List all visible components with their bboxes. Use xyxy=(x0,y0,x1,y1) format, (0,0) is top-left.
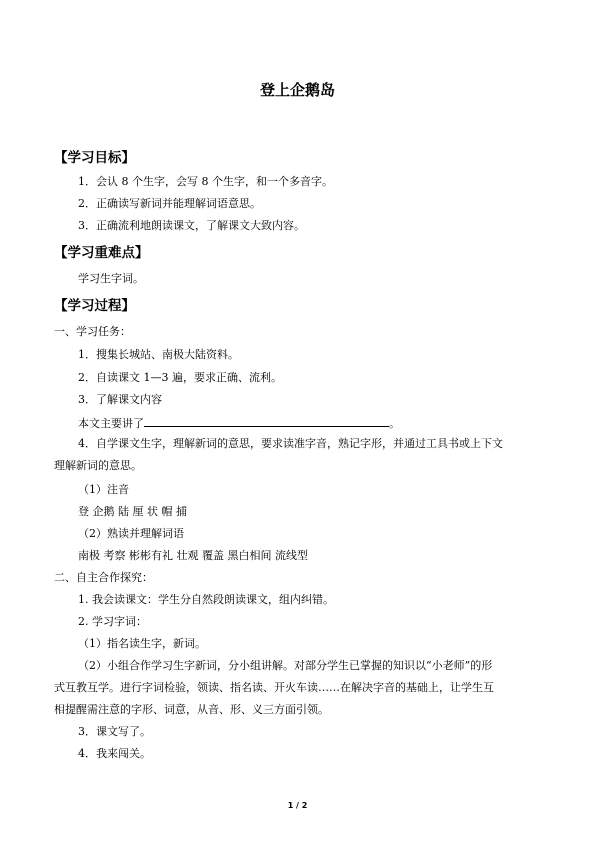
summary-line xyxy=(78,415,400,430)
coop-item-4: 4．我来闯关。 xyxy=(78,747,151,760)
key-points-text: 学习生字词。 xyxy=(78,272,144,285)
coop-item-2-sub-2-line-1: （2）小组合作学习生字新词，分小组讲解。对部分学生已掌握的知识以“小老师”的形 xyxy=(78,659,493,672)
process-heading: 【学习过程】 xyxy=(54,298,135,314)
pinyin-label: （1）注音 xyxy=(78,483,129,496)
objective-item-3: 3．正确流利地朗读课文，了解课文大致内容。 xyxy=(78,219,305,232)
task-item-4-line-1: 4．自学课文生字，理解新词的意思，要求读准字音，熟记字形，并通过工具书或上下文 xyxy=(78,437,503,450)
task-header: 一、学习任务： xyxy=(54,325,131,338)
vocab-label: （2）熟读并理解词语 xyxy=(78,527,184,540)
task-item-3: 3．了解课文内容 xyxy=(78,393,162,406)
objectives-heading: 【学习目标】 xyxy=(54,150,135,166)
pinyin-characters: 登 企鹅 陆 厘 状 帽 捕 xyxy=(78,505,187,518)
page-number: 1 / 2 xyxy=(287,801,308,810)
coop-item-1: 1. 我会读课文：学生分自然段朗读课文，组内纠错。 xyxy=(78,593,334,606)
coop-item-2: 2. 学习字词： xyxy=(78,615,147,628)
objective-item-1: 1．会认 8 个生字，会写 8 个生字，和一个多音字。 xyxy=(78,175,333,188)
coop-item-3: 3．课文写了。 xyxy=(78,725,151,738)
coop-item-2-sub-2-line-2: 式互教互学。进行字词检验，领读、指名读、开火车读……在解决字音的基础上，让学生互 xyxy=(54,681,494,694)
coop-header: 二、自主合作探究： xyxy=(54,571,153,584)
task-item-1: 1．搜集长城站、南极大陆资料。 xyxy=(78,348,239,361)
summary-suffix: 。 xyxy=(389,417,400,430)
coop-item-2-sub-2-line-3: 相提醒需注意的字形、词意，从音、形、义三方面引领。 xyxy=(54,703,329,716)
summary-prefix: 本文主要讲了 xyxy=(78,417,144,430)
vocab-words: 南极 考察 彬彬有礼 壮观 覆盖 黑白相间 流线型 xyxy=(78,549,308,562)
key-points-heading: 【学习重难点】 xyxy=(54,245,149,261)
objective-item-2: 2．正确读写新词并能理解词语意思。 xyxy=(78,197,261,210)
task-item-4-line-2: 理解新词的意思。 xyxy=(54,459,142,472)
task-item-2: 2．自读课文 1—3 遍，要求正确、流利。 xyxy=(78,371,282,384)
document-title: 登上企鹅岛 xyxy=(259,81,335,99)
summary-blank[interactable] xyxy=(144,415,389,427)
coop-item-2-sub-1: （1）指名读生字，新词。 xyxy=(78,637,206,650)
